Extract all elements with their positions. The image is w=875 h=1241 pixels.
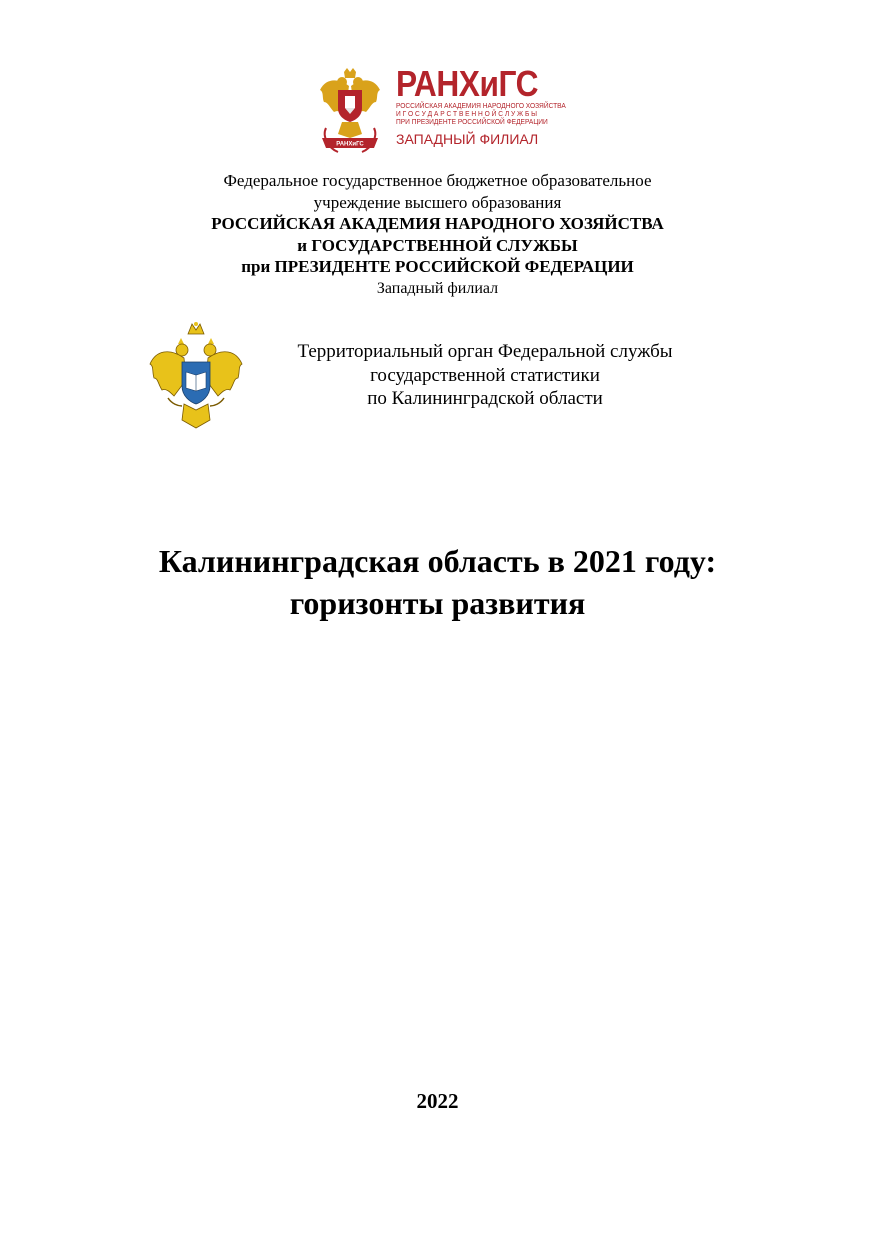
institution-line-4: и ГОСУДАРСТВЕННОЙ СЛУЖБЫ xyxy=(297,235,578,255)
emblem-ribbon-text: РАНХиГС xyxy=(336,141,364,148)
ranepa-title: РАНХиГС xyxy=(396,63,539,104)
rosstat-line-3: по Калининградской области xyxy=(367,388,603,409)
publication-year: 2022 xyxy=(416,1089,459,1113)
institution-line-6: Западный филиал xyxy=(376,279,499,297)
ranepa-subline-3: ПРИ ПРЕЗИДЕНТЕ РОССИЙСКОЙ ФЕДЕРАЦИИ xyxy=(396,117,548,126)
document-title xyxy=(0,540,875,624)
rosstat-eagle-emblem-icon xyxy=(148,320,243,430)
ranepa-branch-label: ЗАПАДНЫЙ ФИЛИАЛ xyxy=(396,131,539,147)
ranepa-wordmark xyxy=(396,63,566,147)
ranepa-eagle-emblem-icon xyxy=(318,68,382,156)
document-title-line-2: горизонты развития xyxy=(289,585,586,621)
rosstat-line-2: государственной статистики xyxy=(370,364,600,386)
institution-line-1: Федеральное государственное бюджетное образовательное xyxy=(223,171,652,190)
rosstat-line-1: Территориальный орган Федеральной службы xyxy=(297,341,673,362)
institution-line-2: учреждение высшего образования xyxy=(313,192,562,212)
rosstat-heading xyxy=(260,340,710,411)
ranepa-subline-2: И Г О С У Д А Р С Т В Е Н Н О Й С Л У Ж Б Ы xyxy=(396,109,538,118)
ranepa-subline-1: РОССИЙСКАЯ АКАДЕМИЯ НАРОДНОГО ХОЗЯЙСТВА xyxy=(396,101,566,110)
institution-line-3: РОССИЙСКАЯ АКАДЕМИЯ НАРОДНОГО ХОЗЯЙСТВА xyxy=(211,214,664,233)
institution-line-5: при ПРЕЗИДЕНТЕ РОССИЙСКОЙ ФЕДЕРАЦИИ xyxy=(241,257,634,276)
document-title-line-1: Калининградская область в 2021 году: xyxy=(158,543,717,579)
institution-heading xyxy=(0,170,875,299)
ranepa-logo xyxy=(318,63,566,161)
